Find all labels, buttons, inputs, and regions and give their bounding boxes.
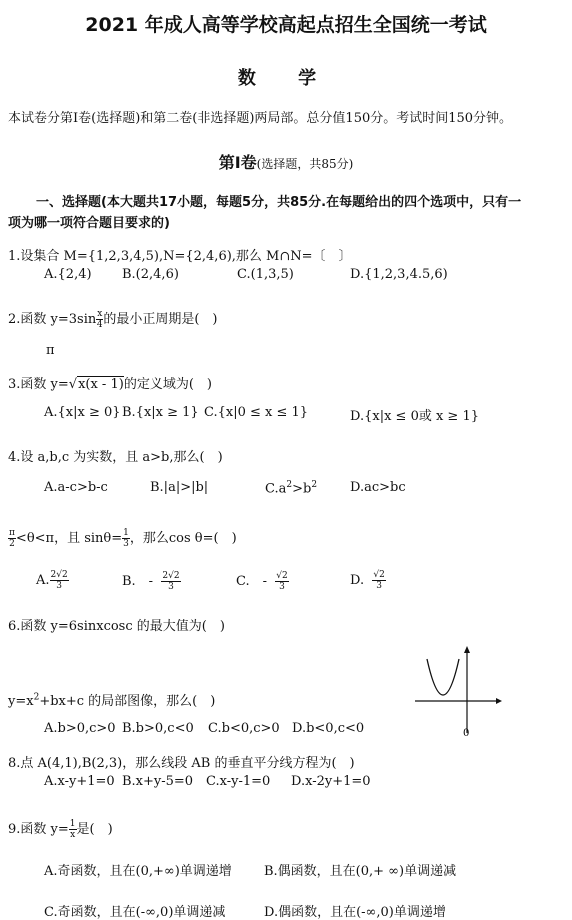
parabola-curve [427, 659, 459, 695]
graph-y-arrow [464, 646, 470, 653]
q1-stem: 1.设集合 M={1,2,3,4,5),N={2,4,6),那么 M∩N=〔 〕 [8, 249, 352, 264]
q5-option-d [350, 570, 386, 591]
q7-sup: 2 [33, 692, 40, 703]
q5-a-num: 2√2 [50, 570, 68, 580]
q8-stem: 8.点 A(4,1),B(2,3)，那么线段 AB 的垂直平分线方程为( ) [8, 756, 355, 771]
q5-pi-fraction [8, 528, 16, 549]
q7-stem-post: +bx+c 的局部图像，那么( ) [39, 694, 216, 709]
q3-stem [8, 373, 212, 392]
q4-c-mid: >b [292, 481, 312, 497]
q4-option-c [265, 480, 317, 496]
exam-title: 2021 年成人高等学校高起点招生全国统一考试 [85, 14, 487, 36]
q5-c-frac [275, 571, 288, 592]
q2-frac-den: 4 [96, 320, 103, 330]
q9-f-den: x [70, 830, 76, 840]
q2-stem [8, 308, 217, 330]
q5-option-a [36, 570, 69, 591]
q5-mid: <θ<π，且 sinθ= [15, 531, 123, 546]
q5-c-label: C. - [236, 574, 268, 589]
q5-s-num: 1 [123, 528, 129, 538]
q9-f-num: 1 [69, 819, 76, 829]
subject-title: 数 学 [237, 68, 335, 89]
q7-stem [8, 690, 215, 709]
q7-option-c: C.b<0,c>0 [208, 721, 280, 736]
q5-c-den: 3 [279, 582, 285, 592]
q5-d-den: 3 [376, 581, 382, 591]
q5-b-label: B. - [122, 574, 154, 589]
q1-option-d: D.{1,2,3,4.5,6) [350, 267, 448, 282]
q5-stem [8, 527, 237, 549]
graph-x-arrow [496, 698, 502, 704]
graph-origin-label: 0 [463, 728, 470, 739]
q5-pi-den: 2 [9, 539, 15, 549]
q5-a-frac [50, 570, 69, 591]
q1-option-c: C.(1,3,5) [237, 267, 294, 282]
q4-option-b: B.|a|>|b| [150, 480, 209, 495]
q5-a-den: 3 [56, 581, 62, 591]
q3-option-a: A.{x|x ≥ 0} [44, 405, 121, 420]
q9-stem [8, 818, 113, 840]
q8-option-c: C.x-y-1=0 [206, 774, 271, 789]
q5-d-num: √2 [373, 570, 385, 580]
q9-stem-post: 是( ) [76, 822, 113, 837]
q5-b-frac [161, 571, 180, 592]
q5-pi-num: π [9, 528, 15, 538]
part1-title: 第Ⅰ卷 [218, 153, 257, 172]
q9-fraction [69, 819, 77, 840]
q5-b-num: 2√2 [162, 571, 180, 581]
q3-radicand: x(x - 1) [78, 377, 124, 392]
q1-option-b: B.(2,4,6) [122, 267, 179, 282]
q7-option-d: D.b<0,c<0 [292, 721, 365, 736]
section1-line2: 项为哪一项符合题目要求的) [8, 216, 170, 231]
q6-stem: 6.函数 y=6sinxcosc 的最大值为( ) [8, 619, 225, 634]
q5-d-label: D. [350, 573, 365, 588]
section1-heading [8, 192, 568, 234]
part1-heading [0, 150, 572, 173]
q8-option-a: A.x-y+1=0 [44, 774, 115, 789]
q3-option-d: D.{x|x ≤ 0或 x ≥ 1} [350, 409, 479, 424]
q2-stem-post: 的最小正周期是( ) [103, 312, 218, 327]
q9-option-c: C.奇函数，且在(-∞,0)单调递减 [44, 905, 226, 920]
q3-option-c: C.{x|0 ≤ x ≤ 1} [204, 405, 309, 420]
q4-option-a: A.a-c>b-c [44, 480, 108, 495]
q5-s-den: 3 [123, 539, 129, 549]
q4-stem: 4.设 a,b,c 为实数，且 a>b,那么( ) [8, 450, 223, 465]
parabola-graph [410, 645, 502, 740]
q5-sin-fraction [122, 528, 130, 549]
q3-stem-pre: 3.函数 y=√ [8, 377, 78, 392]
q5-c-num: √2 [276, 571, 288, 581]
q3-option-b: B.{x|x ≥ 1} [122, 405, 199, 420]
q9-stem-pre: 9.函数 y= [8, 822, 69, 837]
q4-c-sup2: 2 [311, 480, 318, 490]
q1-option-a: A.{2,4) [44, 267, 92, 282]
q5-option-b [122, 570, 181, 592]
q2-frac-num: x [97, 309, 103, 319]
q2-answer: π [46, 343, 55, 358]
q7-stem-pre: y=x [8, 694, 34, 709]
q2-stem-pre: 2.函数 y=3sin [8, 312, 97, 327]
q4-option-d: D.ac>bc [350, 480, 406, 495]
q5-d-frac [372, 570, 385, 591]
q5-a-label: A. [36, 573, 50, 588]
q4-c-sup1: 2 [286, 480, 293, 490]
part1-note: (选择题，共85分) [256, 157, 354, 171]
q9-option-b: B.偶函数，且在(0,+ ∞)单调递减 [264, 864, 457, 879]
q3-stem-post: 的定义域为( ) [123, 377, 212, 392]
q8-option-d: D.x-2y+1=0 [291, 774, 371, 789]
q9-option-d: D.偶函数，且在(-∞,0)单调递增 [264, 905, 446, 920]
q5-post: ，那么cos θ=( ) [129, 531, 237, 546]
exam-intro: 本试卷分第Ⅰ卷(选择题)和第二卷(非选择题)两局部。总分值150分。考试时间150分钟。 [8, 111, 513, 126]
section1-line1: 一、选择题(本大题共17小题，每题5分，共85分.在每题给出的四个选项中，只有一 [36, 195, 522, 210]
q4-c-pre: C.a [265, 481, 287, 497]
q7-option-b: B.b>0,c<0 [122, 721, 194, 736]
q5-option-c [236, 570, 289, 592]
q5-b-den: 3 [168, 582, 174, 592]
q8-option-b: B.x+y-5=0 [122, 774, 194, 789]
q9-option-a: A.奇函数，且在(0,+∞)单调递增 [44, 864, 232, 879]
q7-option-a: A.b>0,c>0 [44, 721, 116, 736]
